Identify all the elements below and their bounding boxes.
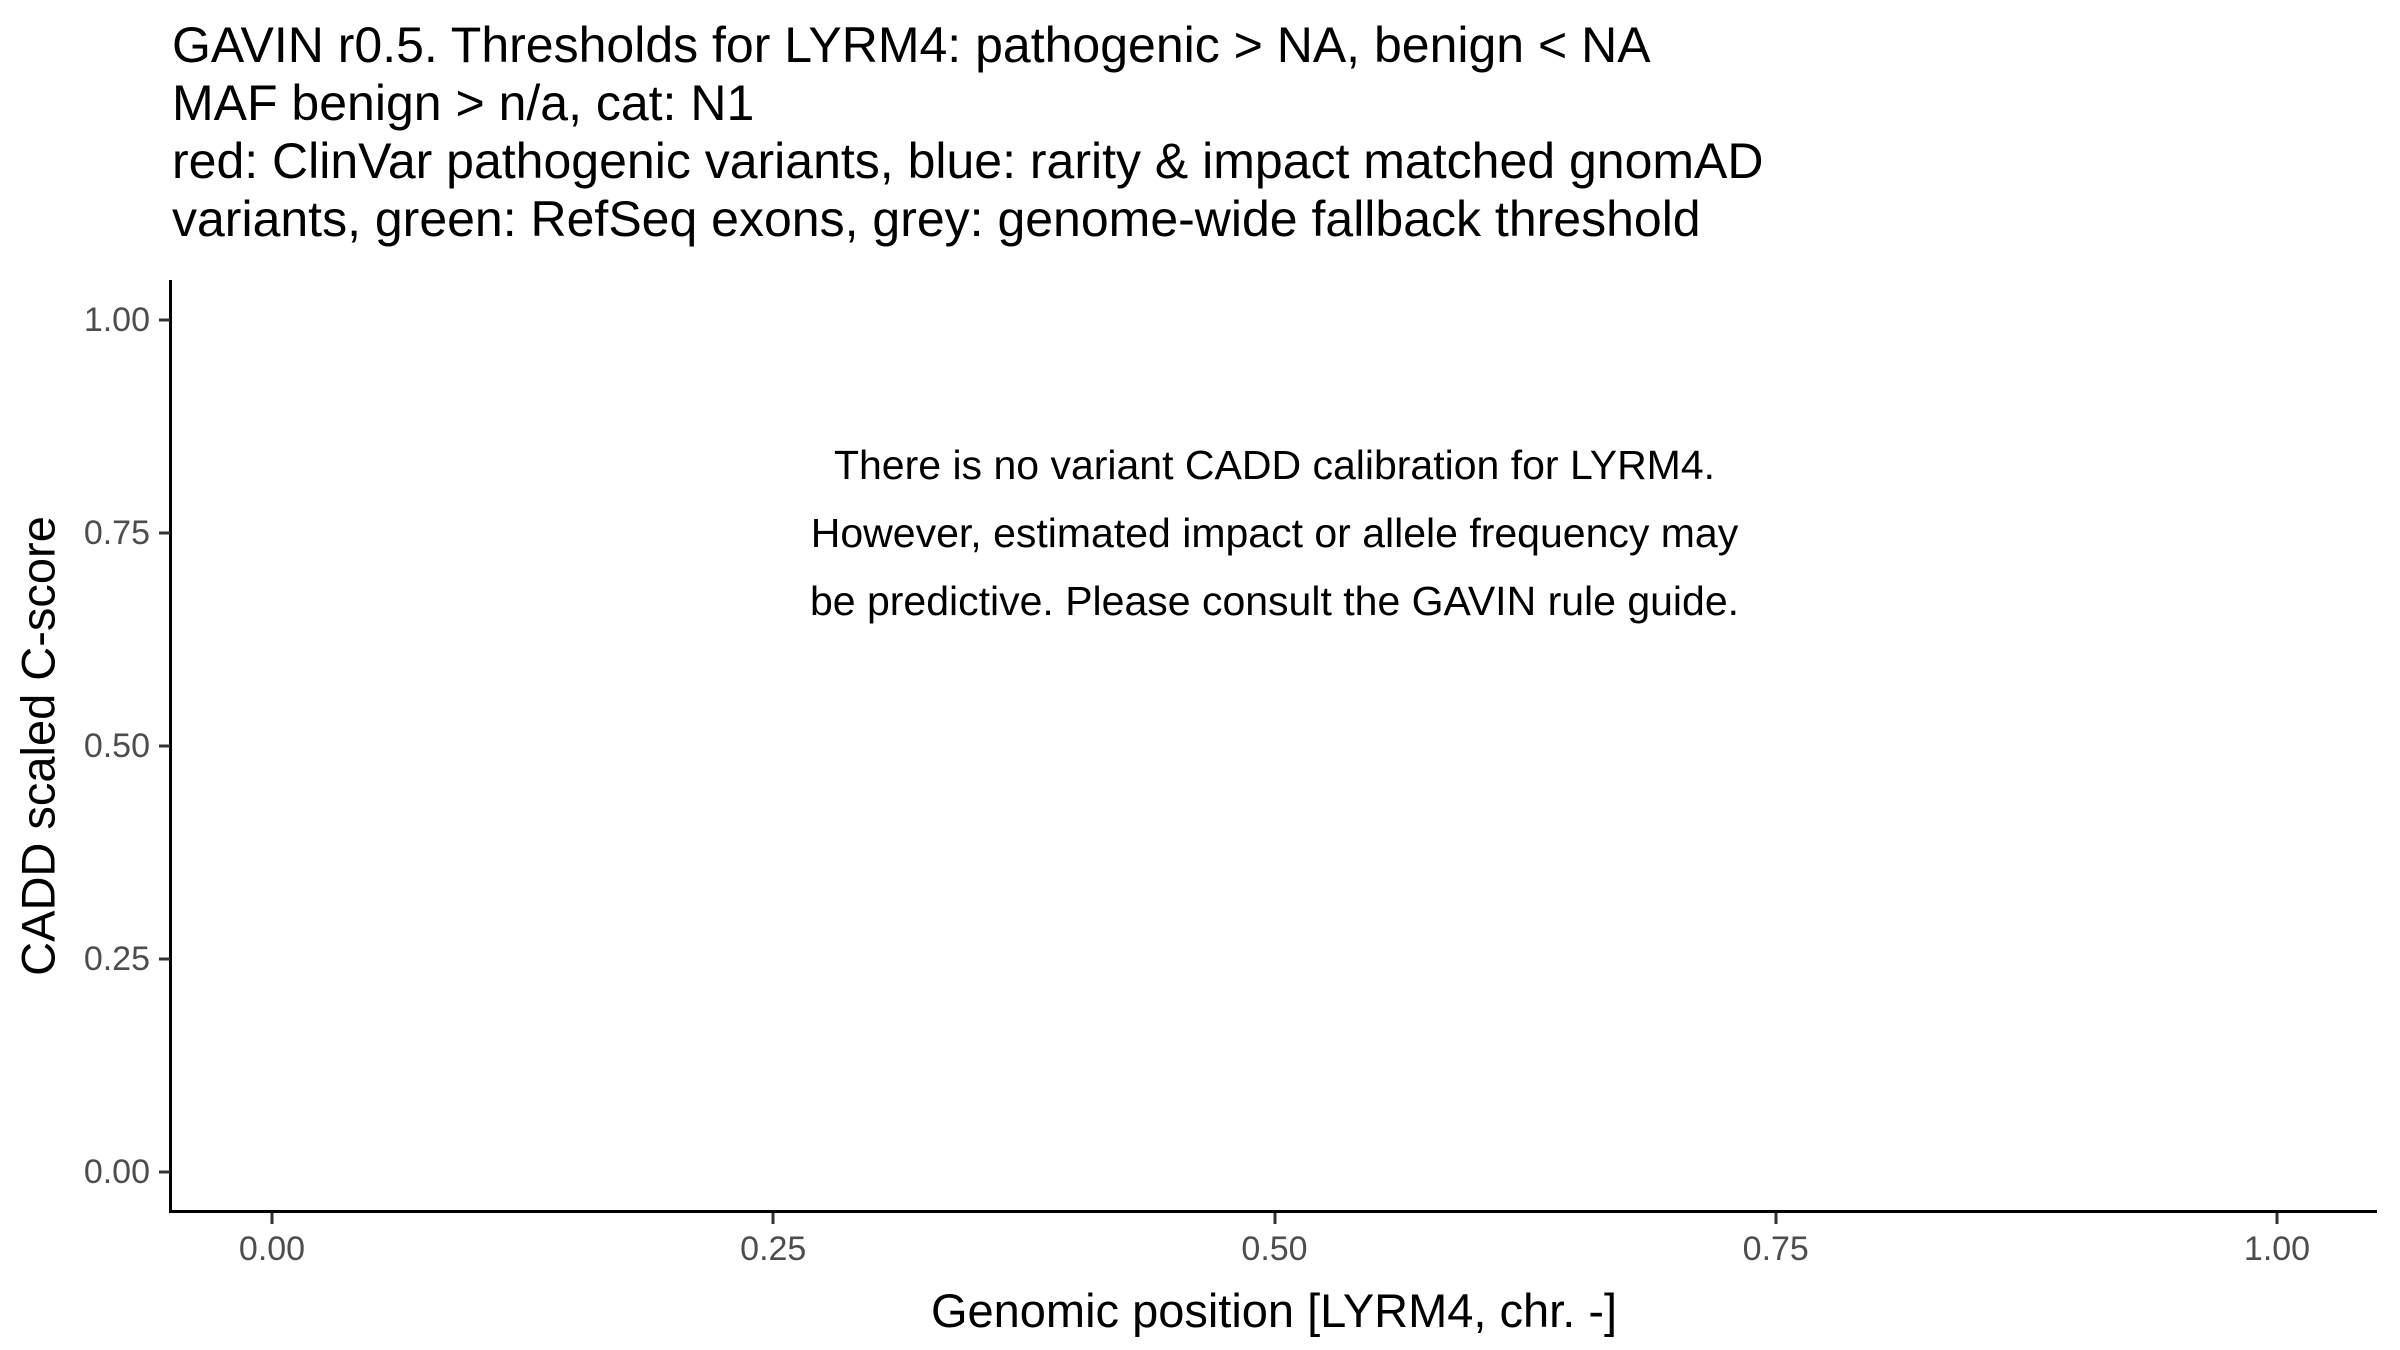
- x-tick-mark: [1273, 1213, 1276, 1224]
- plot-panel: [169, 280, 2377, 1213]
- x-tick-mark: [772, 1213, 775, 1224]
- y-tick-mark: [159, 532, 170, 535]
- annotation-line-1: There is no variant CADD calibration for LYRM4.: [833, 442, 1716, 488]
- y-tick-mark: [159, 958, 170, 961]
- x-tick-mark: [1774, 1213, 1777, 1224]
- no-calibration-annotation: [810, 431, 1739, 635]
- y-tick-mark: [159, 319, 170, 322]
- y-tick-label: 0.75: [83, 514, 150, 552]
- annotation-line-2: However, estimated impact or allele frequency may: [810, 510, 1739, 556]
- x-tick-label: 0.00: [238, 1230, 306, 1268]
- x-tick-mark: [2276, 1213, 2279, 1224]
- plot-title-line-3: red: ClinVar pathogenic variants, blue: rarity & impact matched gnomAD: [172, 133, 1764, 189]
- plot-title-line-1: GAVIN r0.5. Thresholds for LYRM4: pathogenic > NA, benign < NA: [172, 17, 1651, 73]
- annotation-line-3: be predictive. Please consult the GAVIN rule guide.: [809, 578, 1740, 624]
- plot-title: [172, 16, 1763, 248]
- y-axis-title: CADD scaled C-score: [11, 516, 65, 976]
- y-tick-label: 1.00: [83, 301, 150, 339]
- x-tick-label: 0.50: [1241, 1230, 1308, 1268]
- x-axis-title: Genomic position [LYRM4, chr. -]: [930, 1284, 1618, 1337]
- y-tick-mark: [159, 1171, 170, 1174]
- plot-title-line-4: variants, green: RefSeq exons, grey: genome-wide fallback threshold: [172, 191, 1701, 247]
- y-tick-mark: [159, 745, 170, 748]
- y-tick-label: 0.25: [83, 940, 150, 978]
- plot-title-line-2: MAF benign > n/a, cat: N1: [172, 75, 755, 131]
- x-tick-mark: [271, 1213, 274, 1224]
- x-tick-label: 1.00: [2243, 1230, 2311, 1268]
- y-tick-label: 0.00: [83, 1153, 150, 1191]
- y-tick-label: 0.50: [83, 727, 150, 765]
- x-tick-label: 0.25: [740, 1230, 807, 1268]
- x-tick-label: 0.75: [1742, 1230, 1809, 1268]
